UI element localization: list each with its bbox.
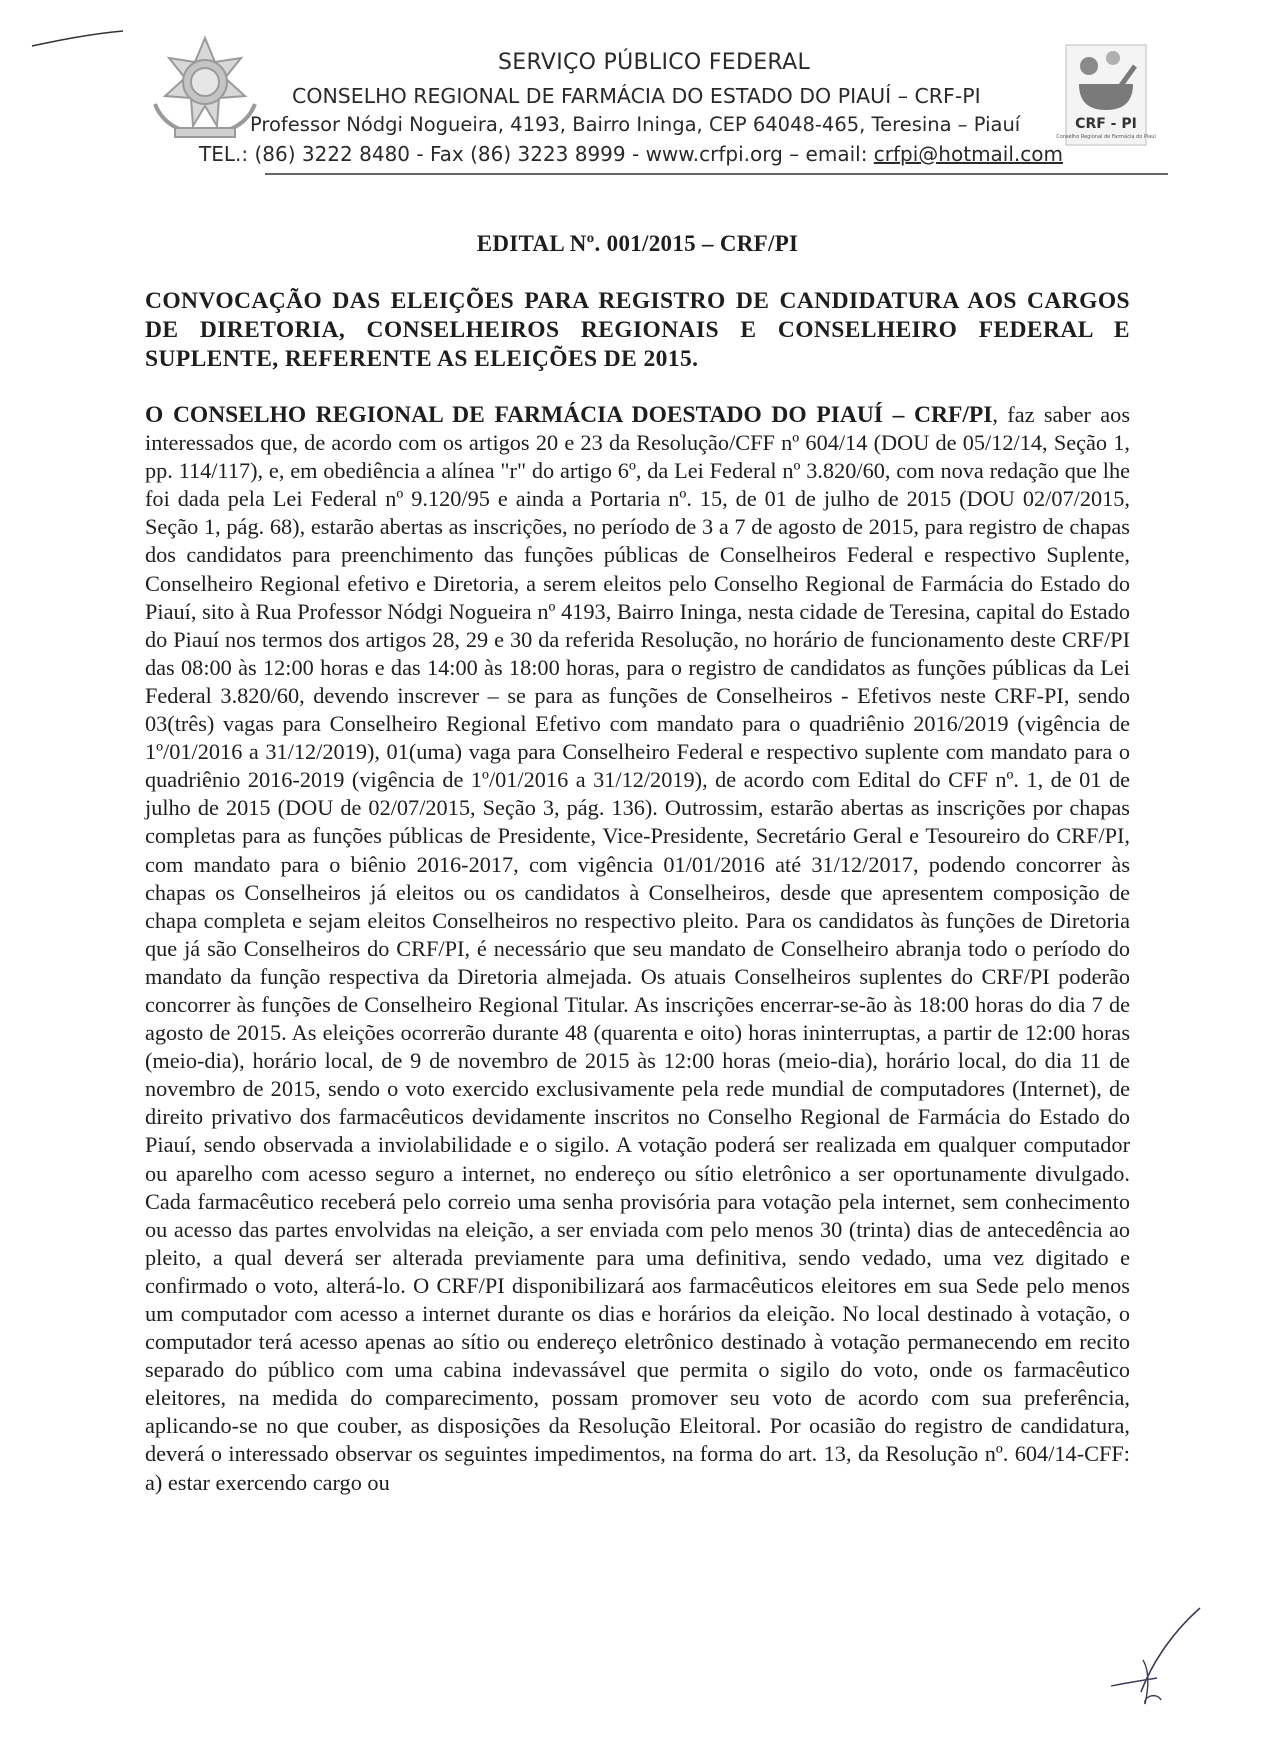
signature-icon — [1105, 1600, 1215, 1710]
contact-text: TEL.: (86) 3222 8480 - Fax (86) 3223 8999 - www.crfpi.org – email: — [199, 142, 874, 166]
letterhead — [145, 30, 1156, 175]
email-link[interactable]: crfpi@hotmail.com — [873, 142, 1063, 166]
document-title: EDITAL Nº. 001/2015 – CRF/PI — [476, 231, 799, 256]
body-lead: O CONSELHO REGIONAL DE FARMÁCIA DOESTADO DO PIAUÍ – CRF/PI — [145, 402, 993, 428]
coat-of-arms-icon — [145, 34, 265, 146]
logo-subtext: Conselho Regional de Farmácia do Piauí — [1056, 134, 1156, 140]
header-line-service: SERVIÇO PÚBLICO FEDERAL — [498, 50, 811, 75]
header-line-address: Professor Nódgi Nogueira, 4193, Bairro Ininga, CEP 64048-465, Teresina – Piauí — [250, 113, 1021, 136]
header-line-council: CONSELHO REGIONAL DE FARMÁCIA DO ESTADO DO PIAUÍ – CRF-PI — [292, 84, 981, 108]
logo-text: CRF - PI — [1075, 116, 1137, 132]
pen-mark-icon — [30, 28, 125, 50]
document-body — [145, 401, 1130, 1497]
header-line-contact — [199, 142, 1063, 166]
body-paragraph: , faz saber aos interessados que, de acordo com os artigos 20 e 23 da Resolução/CFF nº 604/14 (DOU de 05/12/14, Seção 1, pp. 114/117), e, em obediência a alínea "r" do artigo 6º, da Lei Federal nº 3.820/60, com nova redação que lhe foi dada pela Lei Federal nº 9.120/95 e ainda a Portaria nº. 15, de 01 de julho de 2015 (DOU 02/07/2015, Seção 1, pág. 68), estarão abertas as inscrições, no período de 3 a 7 de agosto de 2015, para registro de chapas dos candidatos para preenchimento das funções públicas de Conselheiros Federal e respectivo Suplente, Conselheiro Regional efetivo e Diretoria, a serem eleitos pelo Conselho Regional de Farmácia do Estado do Piauí, sito à Rua Professor Nódgi Nogueira nº 4193, Bairro Ininga, nesta cidade de Teresina, capital do Estado do Piauí nos termos dos artigos 28, 29 e 30 da referida Resolução, no horário de funcionamento deste CRF/PI das 08:00 às 12:00 horas e das 14:00 às 18:00 horas, para o registro de candidatos as funções públicas da Lei Federal 3.820/60, devendo inscrever – se para as funções de Conselheiros - Efetivos neste CRF-PI, sendo 03(três) vagas para Conselheiro Regional Efetivo com mandato para o quadriênio 2016/2019 (vigência de 1º/01/2016 a 31/12/2019), 01(uma) vaga para Conselheiro Federal e respectivo suplente com mandato para o quadriênio 2016-2019 (vigência de 1º/01/2016 a 31/12/2019), de acordo com Edital do CFF nº. 1, de 01 de julho de 2015 (DOU de 02/07/2015, Seção 3, pág. 136). Outrossim, estarão abertas as inscrições por chapas completas para as funções públicas de Presidente, Vice-Presidente, Secretário Geral e Tesoureiro do CRF/PI, com mandato para o biênio 2016-2017, com vigência 01/01/2016 até 31/12/2017, podendo concorrer às chapas os Conselheiros já eleitos ou os candidatos à Conselheiros, desde que apresentem composição de chapa completa e sejam eleitos Conselheiros no respectivo pleito. Para os candidatos às funções de Diretoria que já são Conselheiros do CRF/PI, é necessário que seu mandato de Conselheiro abranja todo o período do mandato da função respectiva da Diretoria almejada. Os atuais Conselheiros suplentes do CRF/PI poderão concorrer às funções de Conselheiro Regional Titular. As inscrições encerrar-se-ão às 18:00 horas do dia 7 de agosto de 2015. As eleições ocorrerão durante 48 (quarenta e oito) horas ininterruptas, a partir de 12:00 horas (meio-dia), horário local, de 9 de novembro de 2015 às 12:00 horas (meio-dia), horário local, do dia 11 de novembro de 2015, sendo o voto exercido exclusivamente pela rede mundial de computadores (Internet), de direito privativo dos farmacêuticos devidamente inscritos no Conselho Regional de Farmácia do Estado do Piauí, sendo observada a inviolabilidade e o sigilo. A votação poderá ser realizada em qualquer computador ou aparelho com acesso seguro a internet, no endereço ou sítio eletrônico a ser oportunamente divulgado. Cada farmacêutico receberá pelo correio uma senha provisória para votação pela internet, sem conhecimento ou acesso das partes envolvidas na eleição, a ser enviada com pelo menos 30 (trinta) dias de antecedência ao pleito, a qual deverá ser alterada previamente para uma definitiva, sendo vedado, uma vez digitado e confirmado o voto, alterá-lo. O CRF/PI disponibilizará aos farmacêuticos eleitores em sua Sede pelo menos um computador com acesso a internet durante os dias e horários da eleição. No local destinado à votação, o computador terá acesso apenas ao sítio ou endereço eletrônico destinado à votação permanecendo em recito separado do público com uma cabina indevassável que permita o sigilo do voto, onde os farmacêutico eleitores, na medida do comparecimento, possam promover seu voto de acordo com sua preferência, aplicando-se no que couber, as disposições da Resolução Eleitoral. Por ocasião do registro de candidatura, deverá o interessado observar os seguintes impedimentos, na forma do art. 13, da Resolução nº. 604/14-CFF: a) estar exercendo cargo ou — [145, 402, 1130, 1495]
crf-pi-logo-icon — [1056, 44, 1156, 146]
document-subtitle: CONVOCAÇÃO DAS ELEIÇÕES PARA REGISTRO DE CANDIDATURA AOS CARGOS DE DIRETORIA, CONSELHEIROS REGIONAIS E CONSELHEIRO FEDERAL E SUPLENTE, REFERENTE AS ELEIÇÕES DE 2015. — [145, 288, 1130, 372]
header-rule — [265, 173, 1168, 175]
